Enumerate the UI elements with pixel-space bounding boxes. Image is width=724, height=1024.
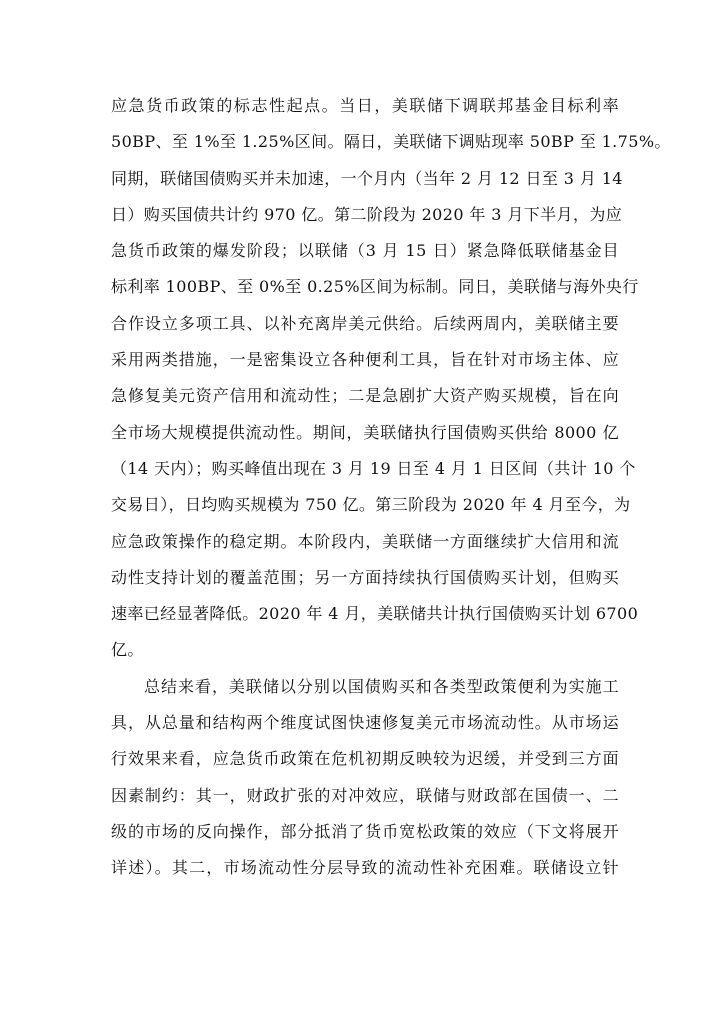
text-line: 级的市场的反向操作，部分抵消了货币宽松政策的效应（下文将展开 bbox=[111, 821, 619, 841]
text-line: 速率已经显著降低。2020 年 4 月，美联储共计执行国债购买计划 6700 bbox=[111, 604, 639, 624]
text-line: 总结来看，美联储以分别以国债购买和各类型政策便利为实施工 bbox=[144, 676, 619, 696]
text-line: 标利率 100BP、至 0%至 0.25%区间为标制。同日，美联储与海外央行 bbox=[111, 277, 639, 297]
paragraph-1 bbox=[111, 88, 671, 669]
text-line: 应急政策操作的稳定期。本阶段内，美联储一方面继续扩大信用和流 bbox=[111, 531, 619, 551]
text-line: 同期，联储国债购买并未加速，一个月内（当年 2 月 12 日至 3 月 14 bbox=[111, 168, 623, 188]
text-line: 急修复美元资产信用和流动性；二是急剧扩大资产购买规模，旨在向 bbox=[111, 386, 619, 406]
text-line: 急货币政策的爆发阶段；以联储（3 月 15 日）紧急降低联储基金目 bbox=[111, 241, 619, 261]
text-line: （14 天内）；购买峰值出现在 3 月 19 日至 4 月 1 日区间（共计 10 个 bbox=[111, 458, 636, 478]
text-line: 合作设立多项工具、以补充离岸美元供给。后续两周内，美联储主要 bbox=[111, 313, 619, 333]
text-line: 因素制约：其一，财政扩张的对冲效应，联储与财政部在国债一、二 bbox=[111, 785, 619, 805]
body-text bbox=[111, 88, 671, 887]
text-line: 全市场大规模提供流动性。期间，美联储执行国债购买供给 8000 亿 bbox=[111, 422, 619, 442]
text-line: 动性支持计划的覆盖范围；另一方面持续执行国债购买计划，但购买 bbox=[111, 567, 619, 587]
text-line: 行效果来看，应急货币政策在危机初期反映较为迟缓，并受到三方面 bbox=[111, 749, 619, 769]
text-line: 采用两类措施，一是密集设立各种便利工具，旨在针对市场主体、应 bbox=[111, 350, 619, 370]
text-line: 应急货币政策的标志性起点。当日，美联储下调联邦基金目标利率 bbox=[111, 96, 619, 115]
text-line: 日）购买国债共计约 970 亿。第二阶段为 2020 年 3 月下半月，为应 bbox=[111, 204, 623, 224]
text-line: 详述）。其二，市场流动性分层导致的流动性补充困难。联储设立针 bbox=[111, 858, 619, 878]
text-line: 交易日），日均购买规模为 750 亿。第三阶段为 2020 年 4 月至今，为 bbox=[111, 495, 631, 515]
paragraph-2 bbox=[111, 669, 619, 887]
text-line: 具，从总量和结构两个维度试图快速修复美元市场流动性。从市场运 bbox=[111, 713, 619, 733]
text-line: 亿。 bbox=[111, 640, 144, 660]
text-line: 50BP、至 1%至 1.25%区间。隔日，美联储下调贴现率 50BP 至 1.75%。 bbox=[111, 132, 671, 152]
